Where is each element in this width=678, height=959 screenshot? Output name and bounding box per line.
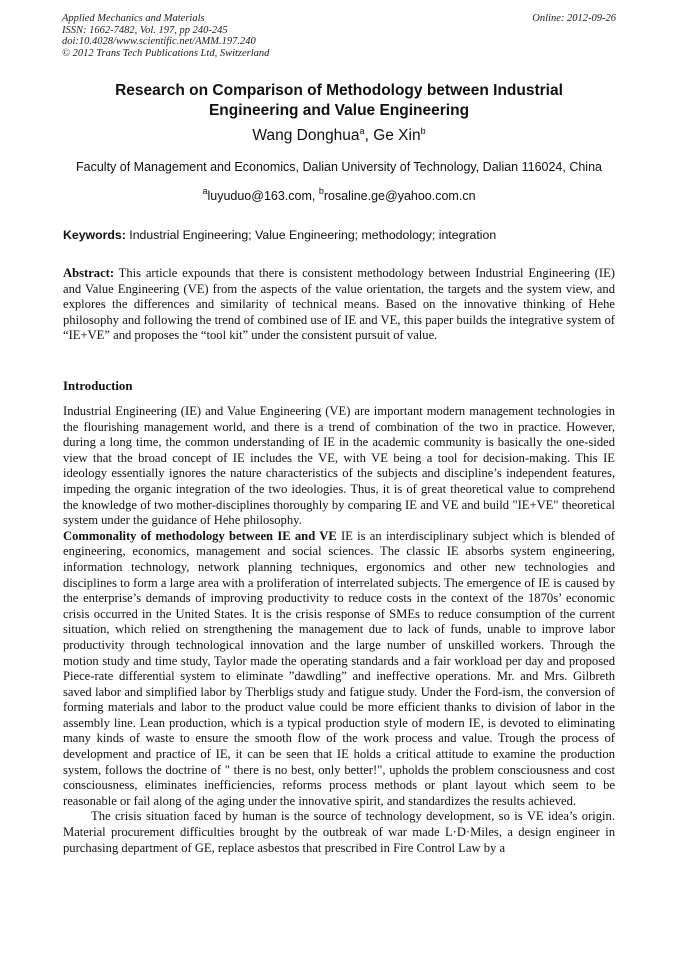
introduction-body [63, 404, 615, 856]
abstract [63, 266, 615, 344]
abstract-label: Abstract: [63, 266, 115, 280]
author-superscript: b [420, 126, 426, 136]
email-superscript: a [202, 186, 208, 196]
abstract-text: This article expounds that there is consistent methodology between Industrial Engineering (IE) and Value Engineering (VE) from the aspects of the value orientation, the targets and the system view, and explores the differences and similarity of technical means. Based on the innovative thinking of Hehe philosophy and following the trend of combined use of IE and VE, this paper builds the integrative system of “IE+VE” and proposes the “tool kit” under the consistent pursuit of value. [63, 266, 615, 343]
paragraph-text: IE is an interdisciplinary subject which is blended of engineering, economics, management and social sciences. The classic IE absorbs system engineering, information technology, network planning techniques, ergonomics and other new technologies and disciplines to form a large area with a proliferation of interrelated subjects. The emergence of IE is caused by the enterprise’s demands of improving productivity to reduce costs in the context of the 1870s’ economic crisis occurred in the United States. It is the crisis response of SMEs to reduce consumption of the current situation, which relied on strengthening the management due to lack of funds, unable to improve labor productivity through technological innovation and the large number of unskilled workers. Through the motion study and time study, Taylor made the operating standards and a fair workload per day and proposed Piece-rate differential system to eliminate ”dawdling” and ineffective operations. Mr. and Mrs. Gilbreth saved labor and simplified labor by Therbligs study and fatigue study. Under the Ford-ism, the conversion of forming materials and labor to the product value could be more efficient thanks to division of labor in the assembly line. Lean production, which is a typical production style of modern IE, is devoted to eliminating many kinds of waste to ensure the smooth flow of the work process and value. Trough the process of development and practice of IE, it can be seen that IE holds a critical attitude to examine the production system, follows the doctrine of " there is no best, only better!", upholds the problem consciousness and cost consciousness, eliminates inefficiencies, reforms process methods or plant layout which seem to be reasonable or fail along of the aging under the innovative spirit, and standardizes the results achieved. [63, 528, 615, 808]
email-address: rosaline.ge@yahoo.com.cn [323, 189, 476, 203]
keywords [63, 228, 619, 242]
paragraph [63, 529, 615, 810]
journal-copyright: © 2012 Trans Tech Publications Ltd, Switzerland [62, 47, 270, 59]
author-superscript: a [359, 126, 365, 136]
online-date: Online: 2012-09-26 [532, 13, 616, 24]
paragraph: The crisis situation faced by human is the source of technology development, so is VE idea’s origin. Material procurement difficulties brought by the outbreak of war made L·D·Miles, a design engineer in purchasing department of GE, replace asbestos that prescribed in Fire Control Law by a [63, 809, 615, 855]
paragraph-lead-heading: Commonality of methodology between IE and VE [63, 528, 337, 543]
journal-header [62, 13, 618, 59]
keywords-label: Keywords: [63, 228, 126, 242]
author-list [0, 126, 678, 145]
journal-doi: doi:10.4028/www.scientific.net/AMM.197.240 [62, 36, 256, 48]
affiliation: Faculty of Management and Economics, Dalian University of Technology, Dalian 116024, China [76, 160, 602, 174]
journal-issn: ISSN: 1662-7482, Vol. 197, pp 240-245 [62, 24, 228, 36]
section-heading: Introduction [63, 379, 133, 393]
keywords-text: Industrial Engineering; Value Engineering; methodology; integration [125, 228, 497, 242]
author-name: Ge Xin [373, 127, 421, 144]
paragraph: Industrial Engineering (IE) and Value Engineering (VE) are important modern management technologies in the flourishing management world, and there is a trend of combination of the two in practice. However, during a long time, the common understanding of IE in the academic community is basically the one-sided view that the broad concept of IE includes the VE, with VE being a tool for decision-making. This IE ideology essentially ignores the nature characteristics of the subjects and discipline’s independent features, impeding the organic integration of the two ideologies. Thus, it is of great theoretical value to comprehend the knowledge of two mother-disciplines thoroughly by comparing IE and VE and build "IE+VE" theoretical system under the guidance of Hehe philosophy. [63, 404, 615, 528]
email-separator: , [311, 189, 319, 203]
paper-title: Research on Comparison of Methodology between Industrial Engineering and Value Engineering [115, 82, 563, 119]
author-separator: , [364, 127, 374, 144]
email-address: luyuduo@163.com [207, 189, 312, 203]
email-superscript: b [318, 186, 324, 196]
journal-name: Applied Mechanics and Materials [62, 13, 205, 24]
email-list [0, 186, 678, 203]
author-name: Wang Donghua [252, 127, 360, 144]
